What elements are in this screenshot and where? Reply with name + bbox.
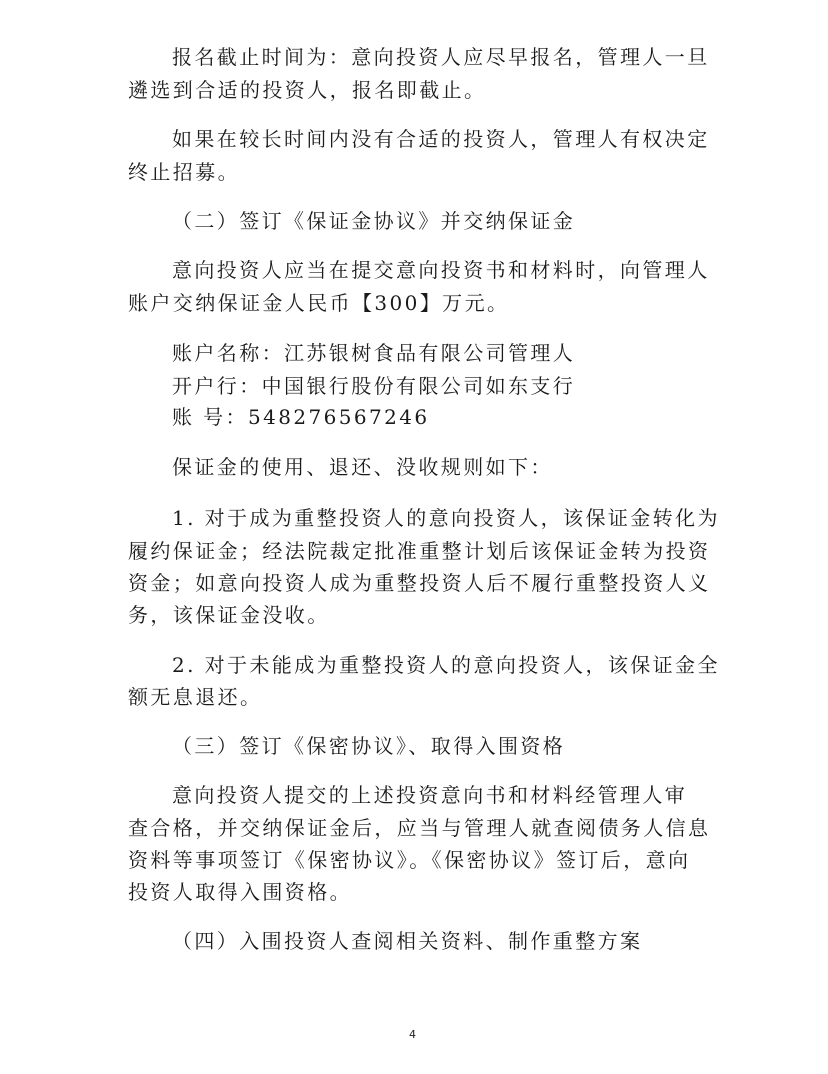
account-name-line: 账户名称：江苏银树食品有限公司管理人 bbox=[172, 341, 576, 365]
section-heading: （四）入围投资人查阅相关资料、制作重整方案 bbox=[172, 929, 643, 953]
paragraph-line: 资金；如意向投资人成为重整投资人后不履行重整投资人义 bbox=[128, 571, 711, 595]
list-item-2: 2. 对于未能成为重整投资人的意向投资人，该保证金全 bbox=[172, 653, 720, 677]
paragraph-line: 意向投资人应当在提交意向投资书和材料时，向管理人 bbox=[172, 258, 710, 282]
paragraph-line: 账户交纳保证金人民币【300】万元。 bbox=[128, 291, 510, 315]
paragraph-line: 履约保证金；经法院裁定批准重整计划后该保证金转为投资 bbox=[128, 539, 711, 563]
page-number: 4 bbox=[409, 1028, 416, 1041]
paragraph-line: 资料等事项签订《保密协议》。《保密协议》签订后，意向 bbox=[128, 848, 691, 872]
list-item-1: 1. 对于成为重整投资人的意向投资人，该保证金转化为 bbox=[172, 506, 720, 530]
paragraph-line: 终止招募。 bbox=[128, 160, 240, 184]
paragraph-line: 如果在较长时间内没有合适的投资人，管理人有权决定 bbox=[172, 127, 710, 151]
paragraph-line: 意向投资人提交的上述投资意向书和材料经管理人审 bbox=[172, 783, 688, 807]
paragraph-line: 遴选到合适的投资人，报名即截止。 bbox=[128, 78, 487, 102]
paragraph-line: 保证金的使用、退还、没收规则如下： bbox=[172, 455, 553, 479]
paragraph-line: 额无息退还。 bbox=[128, 685, 263, 709]
section-heading: （三）签订《保密协议》、取得入围资格 bbox=[172, 734, 566, 758]
paragraph-line: 务，该保证金没收。 bbox=[128, 603, 330, 627]
paragraph-line: 查合格，并交纳保证金后，应当与管理人就查阅债务人信息 bbox=[128, 816, 711, 840]
account-number-line: 账 号：548276567246 bbox=[172, 405, 430, 429]
section-heading: （二）签订《保证金协议》并交纳保证金 bbox=[172, 209, 576, 233]
paragraph-line: 投资人取得入围资格。 bbox=[128, 880, 352, 904]
bank-line: 开户行：中国银行股份有限公司如东支行 bbox=[172, 374, 576, 398]
paragraph-line: 报名截止时间为：意向投资人应尽早报名，管理人一旦 bbox=[172, 45, 710, 69]
